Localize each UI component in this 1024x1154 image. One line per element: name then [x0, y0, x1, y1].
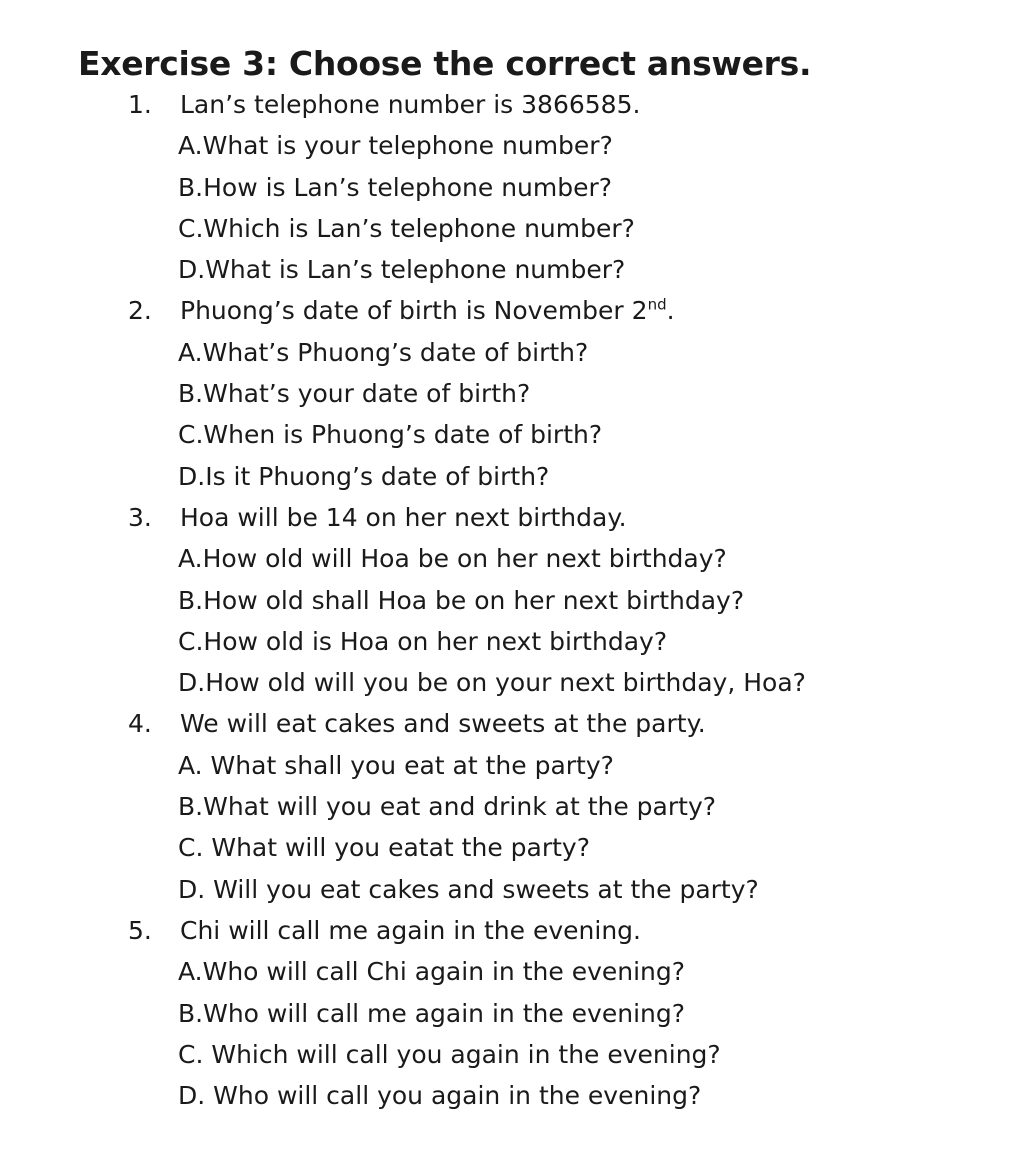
- question-number: 3.: [128, 502, 152, 532]
- question-text: [180, 290, 675, 331]
- answer-options: [0, 125, 1024, 290]
- option-a: A.What is your telephone number?: [178, 131, 613, 161]
- answer-options: [0, 745, 1024, 910]
- option-d: D. Will you eat cakes and sweets at the party?: [178, 874, 759, 904]
- question-1: [0, 84, 1024, 290]
- question-text: Hoa will be 14 on her next birthday.: [180, 502, 627, 532]
- question-number: 1.: [128, 90, 152, 119]
- question-text-main: Phuong’s date of birth is November 2: [180, 296, 648, 326]
- option-a: A.What’s Phuong’s date of birth?: [178, 337, 589, 367]
- answer-options: [0, 332, 1024, 497]
- option-c: C. Which will call you again in the evening?: [178, 1039, 721, 1069]
- question-text-end: .: [666, 296, 675, 326]
- option-b: B.How old shall Hoa be on her next birthday?: [178, 585, 745, 615]
- question-text: We will eat cakes and sweets at the party.: [180, 709, 706, 739]
- option-a: A.How old will Hoa be on her next birthday?: [178, 544, 727, 574]
- question-2: [0, 290, 1024, 496]
- option-a: A.Who will call Chi again in the evening?: [178, 957, 686, 987]
- question-3: [0, 497, 1024, 703]
- option-d: D.How old will you be on your next birthday, Hoa?: [178, 668, 806, 698]
- question-number: 4.: [128, 709, 152, 739]
- option-d: D.Is it Phuong’s date of birth?: [178, 461, 550, 491]
- option-d: D.What is Lan’s telephone number?: [178, 255, 626, 285]
- question-5: [0, 910, 1024, 1116]
- answer-options: [0, 538, 1024, 703]
- option-d: D. Who will call you again in the evening?: [178, 1081, 702, 1111]
- option-b: B.What will you eat and drink at the party?: [178, 792, 717, 822]
- option-c: C.When is Phuong’s date of birth?: [178, 420, 603, 450]
- question-number: 5.: [128, 915, 152, 945]
- question-stem: [0, 497, 1024, 538]
- answer-options: [0, 951, 1024, 1116]
- option-b: B.What’s your date of birth?: [178, 379, 531, 409]
- option-c: C.Which is Lan’s telephone number?: [178, 213, 635, 243]
- question-stem: [0, 910, 1024, 951]
- question-4: [0, 703, 1024, 909]
- option-b: B.How is Lan’s telephone number?: [178, 172, 613, 202]
- question-text: Lan’s telephone number is 3866585.: [180, 90, 641, 119]
- option-c: C. What will you eatat the party?: [178, 833, 590, 863]
- question-list: [0, 84, 1024, 1116]
- option-c: C.How old is Hoa on her next birthday?: [178, 626, 668, 656]
- question-stem: [0, 703, 1024, 744]
- exercise-title: Exercise 3: Choose the correct answers.: [78, 44, 812, 83]
- question-number: 2.: [128, 296, 152, 326]
- option-a: A. What shall you eat at the party?: [178, 750, 614, 780]
- option-b: B.Who will call me again in the evening?: [178, 998, 686, 1028]
- ordinal-suffix: nd: [647, 296, 667, 315]
- question-stem: [0, 290, 1024, 331]
- question-text: Chi will call me again in the evening.: [180, 915, 641, 945]
- question-stem: [0, 84, 1024, 125]
